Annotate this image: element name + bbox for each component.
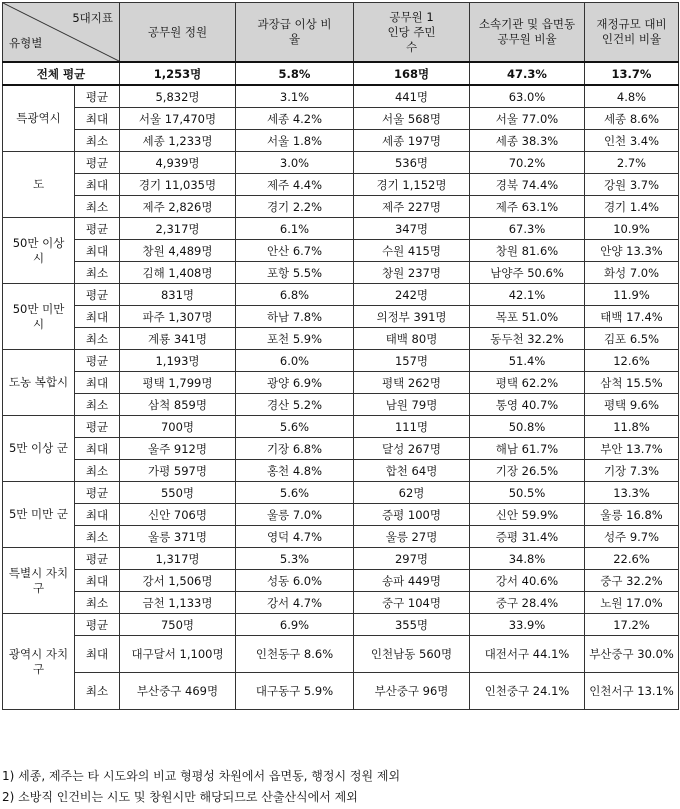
data-cell: 750명	[120, 614, 236, 636]
stat-label: 최대	[75, 108, 120, 130]
table-row	[3, 614, 679, 636]
total-value: 13.7%	[585, 62, 679, 85]
data-cell: 남원 79명	[354, 394, 470, 416]
data-cell: 해남 61.7%	[470, 438, 585, 460]
stat-label: 평균	[75, 152, 120, 174]
data-cell: 강원 3.7%	[585, 174, 679, 196]
table-row	[3, 526, 679, 548]
data-cell: 금천 1,133명	[120, 592, 236, 614]
data-cell: 신안 706명	[120, 504, 236, 526]
group-label: 5만 미만 군	[3, 482, 75, 548]
data-cell: 노원 17.0%	[585, 592, 679, 614]
data-cell: 태백 17.4%	[585, 306, 679, 328]
data-cell: 평택 9.6%	[585, 394, 679, 416]
data-cell: 4.8%	[585, 85, 679, 108]
data-cell: 계룡 341명	[120, 328, 236, 350]
data-cell: 세종 197명	[354, 130, 470, 152]
table-row	[3, 416, 679, 438]
stat-label: 최소	[75, 394, 120, 416]
data-cell: 증평 31.4%	[470, 526, 585, 548]
data-cell: 5.3%	[236, 548, 354, 570]
data-cell: 기장 6.8%	[236, 438, 354, 460]
stat-label: 최대	[75, 570, 120, 592]
table-row	[3, 482, 679, 504]
footnotes	[2, 766, 400, 808]
data-cell: 성동 6.0%	[236, 570, 354, 592]
table-row	[3, 218, 679, 240]
table-row	[3, 570, 679, 592]
data-cell: 33.9%	[470, 614, 585, 636]
corner-top-label: 5대지표	[72, 11, 113, 25]
data-cell: 달성 267명	[354, 438, 470, 460]
column-header: 재정규모 대비 인건비 비율	[585, 3, 679, 63]
data-cell: 6.9%	[236, 614, 354, 636]
stat-label: 최대	[75, 438, 120, 460]
data-cell: 441명	[354, 85, 470, 108]
data-cell: 기장 7.3%	[585, 460, 679, 482]
data-cell: 1,193명	[120, 350, 236, 372]
column-header: 공무원 1인당 주민수	[354, 3, 470, 63]
data-cell: 5.6%	[236, 482, 354, 504]
data-cell: 서울 1.8%	[236, 130, 354, 152]
data-cell: 화성 7.0%	[585, 262, 679, 284]
stat-label: 평균	[75, 482, 120, 504]
data-cell: 신안 59.9%	[470, 504, 585, 526]
data-cell: 63.0%	[470, 85, 585, 108]
data-cell: 세종 38.3%	[470, 130, 585, 152]
data-cell: 경기 2.2%	[236, 196, 354, 218]
data-cell: 인천 3.4%	[585, 130, 679, 152]
total-value: 5.8%	[236, 62, 354, 85]
data-cell: 영덕 4.7%	[236, 526, 354, 548]
data-cell: 평택 1,799명	[120, 372, 236, 394]
group-label: 50만 이상 시	[3, 218, 75, 284]
data-cell: 울릉 7.0%	[236, 504, 354, 526]
data-cell: 50.5%	[470, 482, 585, 504]
column-header: 과장급 이상 비율	[236, 3, 354, 63]
data-cell: 광양 6.9%	[236, 372, 354, 394]
stat-label: 최소	[75, 526, 120, 548]
data-cell: 창원 237명	[354, 262, 470, 284]
data-cell: 인천중구 24.1%	[470, 673, 585, 710]
data-cell: 안양 13.3%	[585, 240, 679, 262]
table-row	[3, 306, 679, 328]
data-cell: 김포 6.5%	[585, 328, 679, 350]
data-cell: 대구동구 5.9%	[236, 673, 354, 710]
data-cell: 울주 912명	[120, 438, 236, 460]
data-cell: 67.3%	[470, 218, 585, 240]
data-cell: 62명	[354, 482, 470, 504]
data-cell: 제주 227명	[354, 196, 470, 218]
table-row	[3, 85, 679, 108]
data-cell: 6.0%	[236, 350, 354, 372]
data-cell: 세종 4.2%	[236, 108, 354, 130]
data-cell: 2,317명	[120, 218, 236, 240]
total-row	[3, 62, 679, 85]
data-cell: 제주 63.1%	[470, 196, 585, 218]
data-cell: 297명	[354, 548, 470, 570]
data-cell: 강서 4.7%	[236, 592, 354, 614]
table-row	[3, 152, 679, 174]
data-cell: 제주 4.4%	[236, 174, 354, 196]
total-label: 전체 평균	[3, 62, 120, 85]
column-header: 소속기관 및 읍면동 공무원 비율	[470, 3, 585, 63]
stat-label: 평균	[75, 350, 120, 372]
data-cell: 강서 1,506명	[120, 570, 236, 592]
data-cell: 대전서구 44.1%	[470, 636, 585, 673]
data-cell: 남양주 50.6%	[470, 262, 585, 284]
data-cell: 157명	[354, 350, 470, 372]
data-cell: 창원 81.6%	[470, 240, 585, 262]
data-cell: 성주 9.7%	[585, 526, 679, 548]
stat-label: 최대	[75, 504, 120, 526]
stat-label: 최소	[75, 328, 120, 350]
data-cell: 김해 1,408명	[120, 262, 236, 284]
table-row	[3, 174, 679, 196]
data-cell: 355명	[354, 614, 470, 636]
footnote: 2) 소방직 인건비는 시도 및 창원시만 해당되므로 산출산식에서 제외	[2, 790, 358, 804]
table-row	[3, 592, 679, 614]
data-cell: 세종 1,233명	[120, 130, 236, 152]
table-row	[3, 394, 679, 416]
data-cell: 42.1%	[470, 284, 585, 306]
data-cell: 인천동구 8.6%	[236, 636, 354, 673]
data-cell: 안산 6.7%	[236, 240, 354, 262]
data-cell: 5.6%	[236, 416, 354, 438]
data-cell: 동두천 32.2%	[470, 328, 585, 350]
table-row	[3, 108, 679, 130]
data-cell: 17.2%	[585, 614, 679, 636]
indicator-table	[2, 2, 679, 710]
stat-label: 평균	[75, 85, 120, 108]
data-cell: 울릉 371명	[120, 526, 236, 548]
data-cell: 13.3%	[585, 482, 679, 504]
group-label: 도농 복합시	[3, 350, 75, 416]
data-cell: 경기 1,152명	[354, 174, 470, 196]
data-cell: 10.9%	[585, 218, 679, 240]
table-row	[3, 438, 679, 460]
table-row	[3, 548, 679, 570]
data-cell: 중구 104명	[354, 592, 470, 614]
total-value: 168명	[354, 62, 470, 85]
data-cell: 기장 26.5%	[470, 460, 585, 482]
table-row	[3, 284, 679, 306]
stat-label: 최소	[75, 592, 120, 614]
data-cell: 파주 1,307명	[120, 306, 236, 328]
data-cell: 34.8%	[470, 548, 585, 570]
data-cell: 평택 262명	[354, 372, 470, 394]
group-label: 50만 미만 시	[3, 284, 75, 350]
table-row	[3, 460, 679, 482]
stat-label: 최대	[75, 240, 120, 262]
data-cell: 중구 32.2%	[585, 570, 679, 592]
data-cell: 242명	[354, 284, 470, 306]
corner-header	[3, 3, 120, 63]
data-cell: 부산중구 469명	[120, 673, 236, 710]
total-value: 47.3%	[470, 62, 585, 85]
data-cell: 550명	[120, 482, 236, 504]
data-cell: 경산 5.2%	[236, 394, 354, 416]
table-row	[3, 130, 679, 152]
table-row	[3, 328, 679, 350]
data-cell: 삼척 15.5%	[585, 372, 679, 394]
data-cell: 중구 28.4%	[470, 592, 585, 614]
data-cell: 1,317명	[120, 548, 236, 570]
data-cell: 3.1%	[236, 85, 354, 108]
data-cell: 4,939명	[120, 152, 236, 174]
group-label: 특광역시	[3, 85, 75, 152]
data-cell: 22.6%	[585, 548, 679, 570]
stat-label: 평균	[75, 548, 120, 570]
stat-label: 최소	[75, 262, 120, 284]
data-cell: 2.7%	[585, 152, 679, 174]
stat-label: 평균	[75, 614, 120, 636]
table-row	[3, 372, 679, 394]
stat-label: 평균	[75, 416, 120, 438]
data-cell: 평택 62.2%	[470, 372, 585, 394]
data-cell: 가평 597명	[120, 460, 236, 482]
data-cell: 경북 74.4%	[470, 174, 585, 196]
stat-label: 평균	[75, 218, 120, 240]
total-value: 1,253명	[120, 62, 236, 85]
corner-bottom-label: 유형별	[9, 36, 43, 50]
stat-label: 최대	[75, 636, 120, 673]
data-cell: 서울 568명	[354, 108, 470, 130]
group-label: 도	[3, 152, 75, 218]
table-row	[3, 262, 679, 284]
data-cell: 증평 100명	[354, 504, 470, 526]
data-cell: 서울 17,470명	[120, 108, 236, 130]
stat-label: 최소	[75, 130, 120, 152]
data-cell: 제주 2,826명	[120, 196, 236, 218]
data-cell: 강서 40.6%	[470, 570, 585, 592]
stat-label: 최대	[75, 174, 120, 196]
data-cell: 12.6%	[585, 350, 679, 372]
data-cell: 울릉 27명	[354, 526, 470, 548]
data-cell: 700명	[120, 416, 236, 438]
data-cell: 6.8%	[236, 284, 354, 306]
data-cell: 태백 80명	[354, 328, 470, 350]
data-cell: 목포 51.0%	[470, 306, 585, 328]
data-cell: 831명	[120, 284, 236, 306]
data-cell: 의정부 391명	[354, 306, 470, 328]
data-cell: 인천남동 560명	[354, 636, 470, 673]
data-cell: 세종 8.6%	[585, 108, 679, 130]
data-cell: 부산중구 96명	[354, 673, 470, 710]
data-cell: 111명	[354, 416, 470, 438]
data-cell: 삼척 859명	[120, 394, 236, 416]
data-cell: 울릉 16.8%	[585, 504, 679, 526]
data-cell: 서울 77.0%	[470, 108, 585, 130]
stat-label: 평균	[75, 284, 120, 306]
data-cell: 11.9%	[585, 284, 679, 306]
stat-label: 최대	[75, 372, 120, 394]
column-header: 공무원 정원	[120, 3, 236, 63]
data-cell: 하남 7.8%	[236, 306, 354, 328]
data-cell: 인천서구 13.1%	[585, 673, 679, 710]
data-cell: 경기 11,035명	[120, 174, 236, 196]
group-label: 5만 이상 군	[3, 416, 75, 482]
table-row	[3, 636, 679, 673]
footnote: 1) 세종, 제주는 타 시도와의 비교 형평성 차원에서 읍면동, 행정시 정원 제외	[2, 769, 401, 783]
header-row	[3, 3, 679, 63]
data-cell: 6.1%	[236, 218, 354, 240]
table-row	[3, 196, 679, 218]
table-row	[3, 350, 679, 372]
data-cell: 창원 4,489명	[120, 240, 236, 262]
group-label: 광역시 자치구	[3, 614, 75, 710]
data-cell: 536명	[354, 152, 470, 174]
data-cell: 수원 415명	[354, 240, 470, 262]
stat-label: 최소	[75, 673, 120, 710]
stat-label: 최소	[75, 460, 120, 482]
data-cell: 부산중구 30.0%	[585, 636, 679, 673]
data-cell: 포천 5.9%	[236, 328, 354, 350]
data-cell: 경기 1.4%	[585, 196, 679, 218]
stat-label: 최소	[75, 196, 120, 218]
data-cell: 홍천 4.8%	[236, 460, 354, 482]
data-cell: 11.8%	[585, 416, 679, 438]
table-row	[3, 504, 679, 526]
data-cell: 3.0%	[236, 152, 354, 174]
table-row	[3, 673, 679, 710]
data-cell: 50.8%	[470, 416, 585, 438]
data-cell: 부안 13.7%	[585, 438, 679, 460]
table-row	[3, 240, 679, 262]
data-cell: 포항 5.5%	[236, 262, 354, 284]
data-cell: 5,832명	[120, 85, 236, 108]
group-label: 특별시 자치구	[3, 548, 75, 614]
data-cell: 통영 40.7%	[470, 394, 585, 416]
data-cell: 347명	[354, 218, 470, 240]
data-cell: 70.2%	[470, 152, 585, 174]
stat-label: 최대	[75, 306, 120, 328]
data-cell: 합천 64명	[354, 460, 470, 482]
data-cell: 대구달서 1,100명	[120, 636, 236, 673]
data-cell: 송파 449명	[354, 570, 470, 592]
data-cell: 51.4%	[470, 350, 585, 372]
